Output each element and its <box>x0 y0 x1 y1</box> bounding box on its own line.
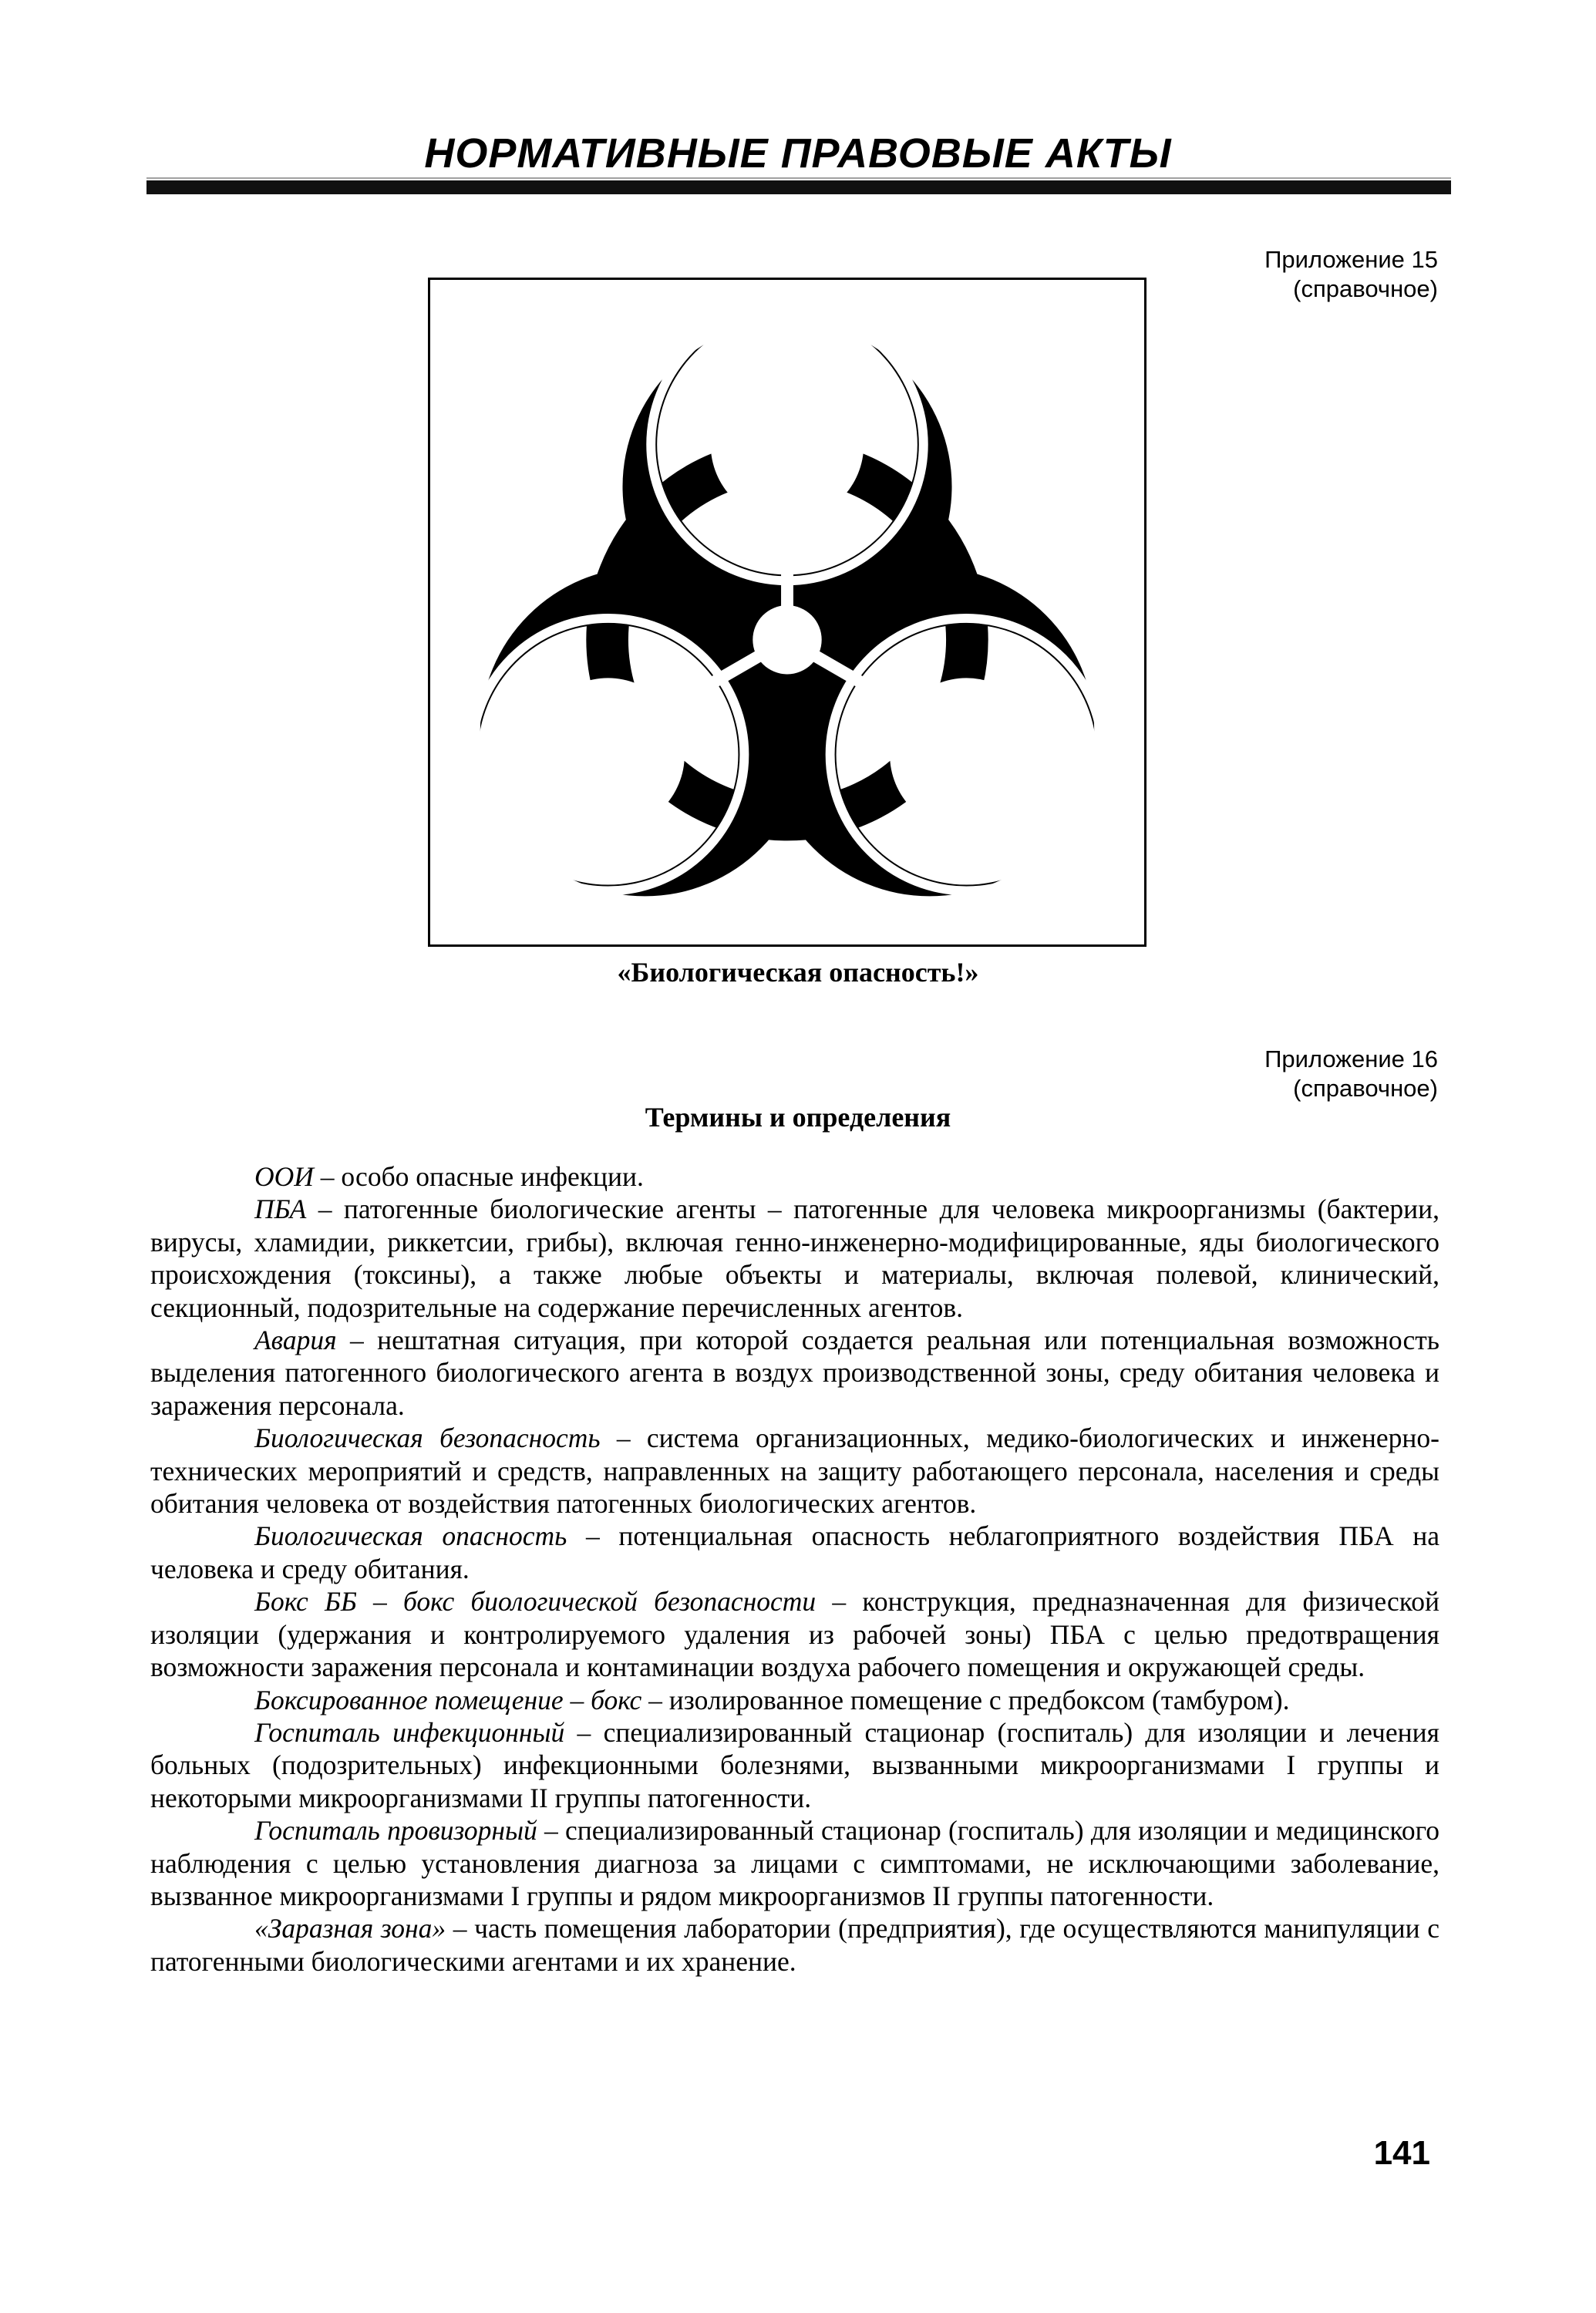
appendix-16-note: (справочное) <box>1293 1075 1438 1102</box>
term: Боксированное помещение – бокс <box>254 1684 642 1715</box>
definition-infectious-zone <box>150 1912 1439 1978</box>
figure-caption: «Биологическая опасность!» <box>617 957 979 988</box>
term: ООИ <box>254 1161 314 1192</box>
definition-bio-hazard <box>150 1520 1439 1585</box>
term: Госпиталь инфекционный <box>254 1716 565 1748</box>
definition-text: – специализированный стационар (госпиталь) для изоляции и медицинского наблюдения с целью установления диагноза за лицами с симптомами, не исключающими заболевание, вызванное микроорганизмами I группы и рядом микроорганизмов II группы патогенности. <box>150 1815 1439 1911</box>
definition-text: – нештатная ситуация, при которой создается реальная или потенциальная возможность выделения патогенного биологического агента в воздух производственной зоны, среду обитания человека и заражения персонала. <box>150 1325 1439 1421</box>
running-header-title: НОРМАТИВНЫЕ ПРАВОВЫЕ АКТЫ <box>424 130 1172 177</box>
appendix-16-number: Приложение 16 <box>1264 1045 1438 1072</box>
term: «Заразная зона» <box>254 1913 446 1944</box>
definition-box-bb <box>150 1585 1439 1683</box>
definition-text: – особо опасные инфекции. <box>313 1161 644 1192</box>
term: ПБА <box>254 1194 307 1225</box>
definition-provisional-hospital <box>150 1814 1439 1912</box>
definition-bio-safety <box>150 1422 1439 1520</box>
definition-text: – специализированный стационар (госпиталь) для изоляции и лечения больных (подозрительных) инфекционными болезнями, вызванными микроорганизмами I группы и некоторыми микроорганизмами II группы патогенности. <box>150 1716 1439 1813</box>
header-rule-thin <box>146 177 1451 179</box>
page-number: 141 <box>1373 2134 1430 2172</box>
term: Биологическая безопасность <box>254 1422 601 1454</box>
term: Бокс ББ – бокс биологической безопасности <box>254 1586 817 1618</box>
definition-pba <box>150 1193 1439 1324</box>
definition-ooi <box>150 1160 1439 1193</box>
appendix-15-note: (справочное) <box>1293 275 1438 302</box>
definition-boxed-room <box>150 1684 1439 1716</box>
section-heading: Термины и определения <box>645 1102 951 1133</box>
definition-text: – патогенные биологические агенты – патогенные для человека микроорганизмы (бактерии, вирусы, хламидии, риккетсии, грибы), включая генно-инженерно-модифицированные, яды биологического происхождения (токсины), а также любые объекты и материалы, включая полевой, клинический, секционный, подозрительные на содержание перечисленных агентов. <box>150 1194 1439 1323</box>
biohazard-icon <box>430 280 1144 944</box>
term: Госпиталь провизорный <box>254 1815 537 1847</box>
definitions-list <box>150 1160 1439 1978</box>
definition-text: – конструкция, предназначенная для физической изоляции (удержания и контролируемого удаления из рабочей зоны) ПБА с целью предотвращения возможности заражения персонала и контаминации воздуха рабочего помещения и окружающей среды. <box>150 1586 1439 1683</box>
term: Биологическая опасность <box>254 1520 567 1552</box>
definition-text: – часть помещения лаборатории (предприятия), где осуществляются манипуляции с патогенными биологическими агентами и их хранение. <box>150 1913 1439 1977</box>
header-rule <box>146 180 1451 194</box>
biohazard-figure <box>428 278 1146 947</box>
definition-infection-hospital <box>150 1716 1439 1814</box>
definition-text: – потенциальная опасность неблагоприятного воздействия ПБА на человека и среду обитания. <box>150 1520 1439 1584</box>
definition-text: – система организационных, медико-биологических и инженерно-технических мероприятий и средств, направленных на защиту работающего персонала, населения и среды обитания человека от воздействия патогенных биологических агентов. <box>150 1422 1440 1520</box>
appendix-15-label <box>1264 245 1438 304</box>
definition-avariya <box>150 1324 1439 1422</box>
definition-text: – изолированное помещение с предбоксом (тамбуром). <box>641 1684 1290 1715</box>
appendix-15-number: Приложение 15 <box>1264 246 1438 273</box>
term: Авария <box>254 1325 337 1356</box>
appendix-16-label <box>1264 1045 1438 1103</box>
